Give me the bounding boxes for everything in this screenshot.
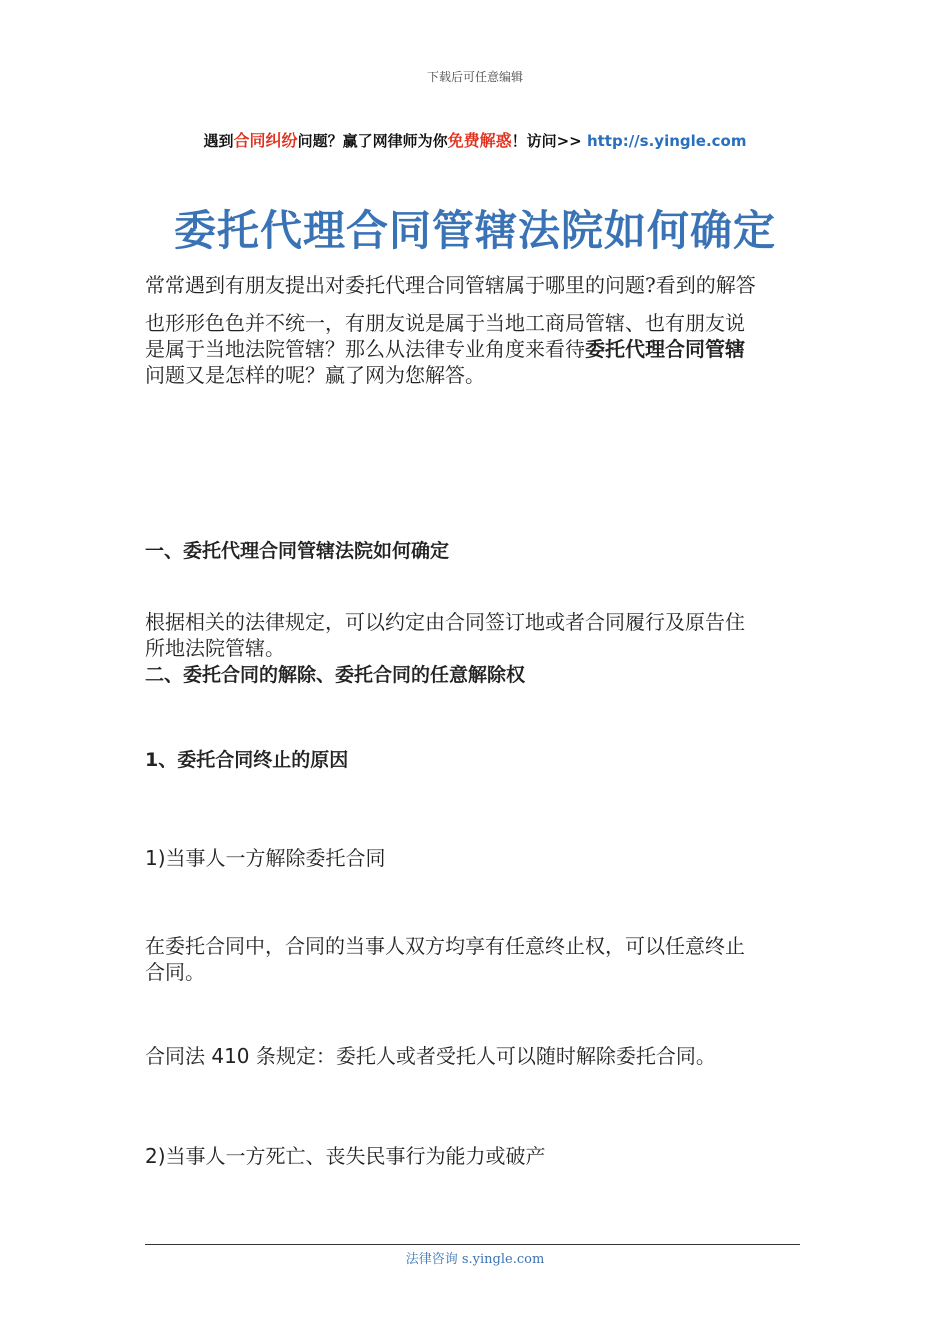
promo-highlight-contract-dispute: 合同纠纷 xyxy=(233,131,298,150)
promo-highlight-free-advice: 免费解惑 xyxy=(447,131,512,150)
section2-item-2: 2)当事人一方死亡、丧失民事行为能力或破产 xyxy=(145,1144,546,1168)
section2-subheading-1: 1、委托合同终止的原因 xyxy=(145,749,349,771)
promo-text-1: 遇到 xyxy=(203,132,234,150)
intro-line-2: 也形形色色并不统一，有朋友说是属于当地工商局管辖、也有朋友说 xyxy=(145,311,745,335)
intro-paragraph xyxy=(145,272,810,388)
intro-line-3-prefix: 是属于当地法院管辖？那么从法律专业角度来看待 xyxy=(145,337,585,361)
promo-banner xyxy=(0,128,950,151)
header-note: 下载后可任意编辑 xyxy=(426,70,523,84)
section1-body-line-2: 所地法院管辖。 xyxy=(145,636,285,660)
intro-line-3-bold: 委托代理合同管辖 xyxy=(585,337,745,361)
footer-divider xyxy=(145,1244,800,1245)
section2-para-2: 合同法 410 条规定：委托人或者受托人可以随时解除委托合同。 xyxy=(145,1044,716,1068)
section2-para-1-line-2: 合同。 xyxy=(145,960,205,984)
promo-text-3: ！访问>> xyxy=(511,132,587,150)
section2-para-1-line-1: 在委托合同中，合同的当事人双方均享有任意终止权，可以任意终止 xyxy=(145,934,745,958)
section1-heading: 一、委托代理合同管辖法院如何确定 xyxy=(145,540,450,562)
promo-text-2: 问题？赢了网律师为你 xyxy=(297,132,448,150)
intro-line-4: 问题又是怎样的呢？赢了网为您解答。 xyxy=(145,363,485,387)
page-title: 委托代理合同管辖法院如何确定 xyxy=(173,206,776,255)
footer-note[interactable]: 法律咨询 s.yingle.com xyxy=(405,1252,545,1267)
intro-line-3 xyxy=(145,336,810,362)
section2-para-1 xyxy=(145,933,810,985)
section1-body xyxy=(145,609,810,661)
promo-link[interactable]: http://s.yingle.com xyxy=(586,132,747,150)
section2-heading: 二、委托合同的解除、委托合同的任意解除权 xyxy=(145,664,526,686)
section2-item-1: 1)当事人一方解除委托合同 xyxy=(145,846,386,870)
intro-line-1: 常常遇到有朋友提出对委托代理合同管辖属于哪里的问题?看到的解答 xyxy=(145,273,756,297)
section1-body-line-1: 根据相关的法律规定，可以约定由合同签订地或者合同履行及原告住 xyxy=(145,610,745,634)
